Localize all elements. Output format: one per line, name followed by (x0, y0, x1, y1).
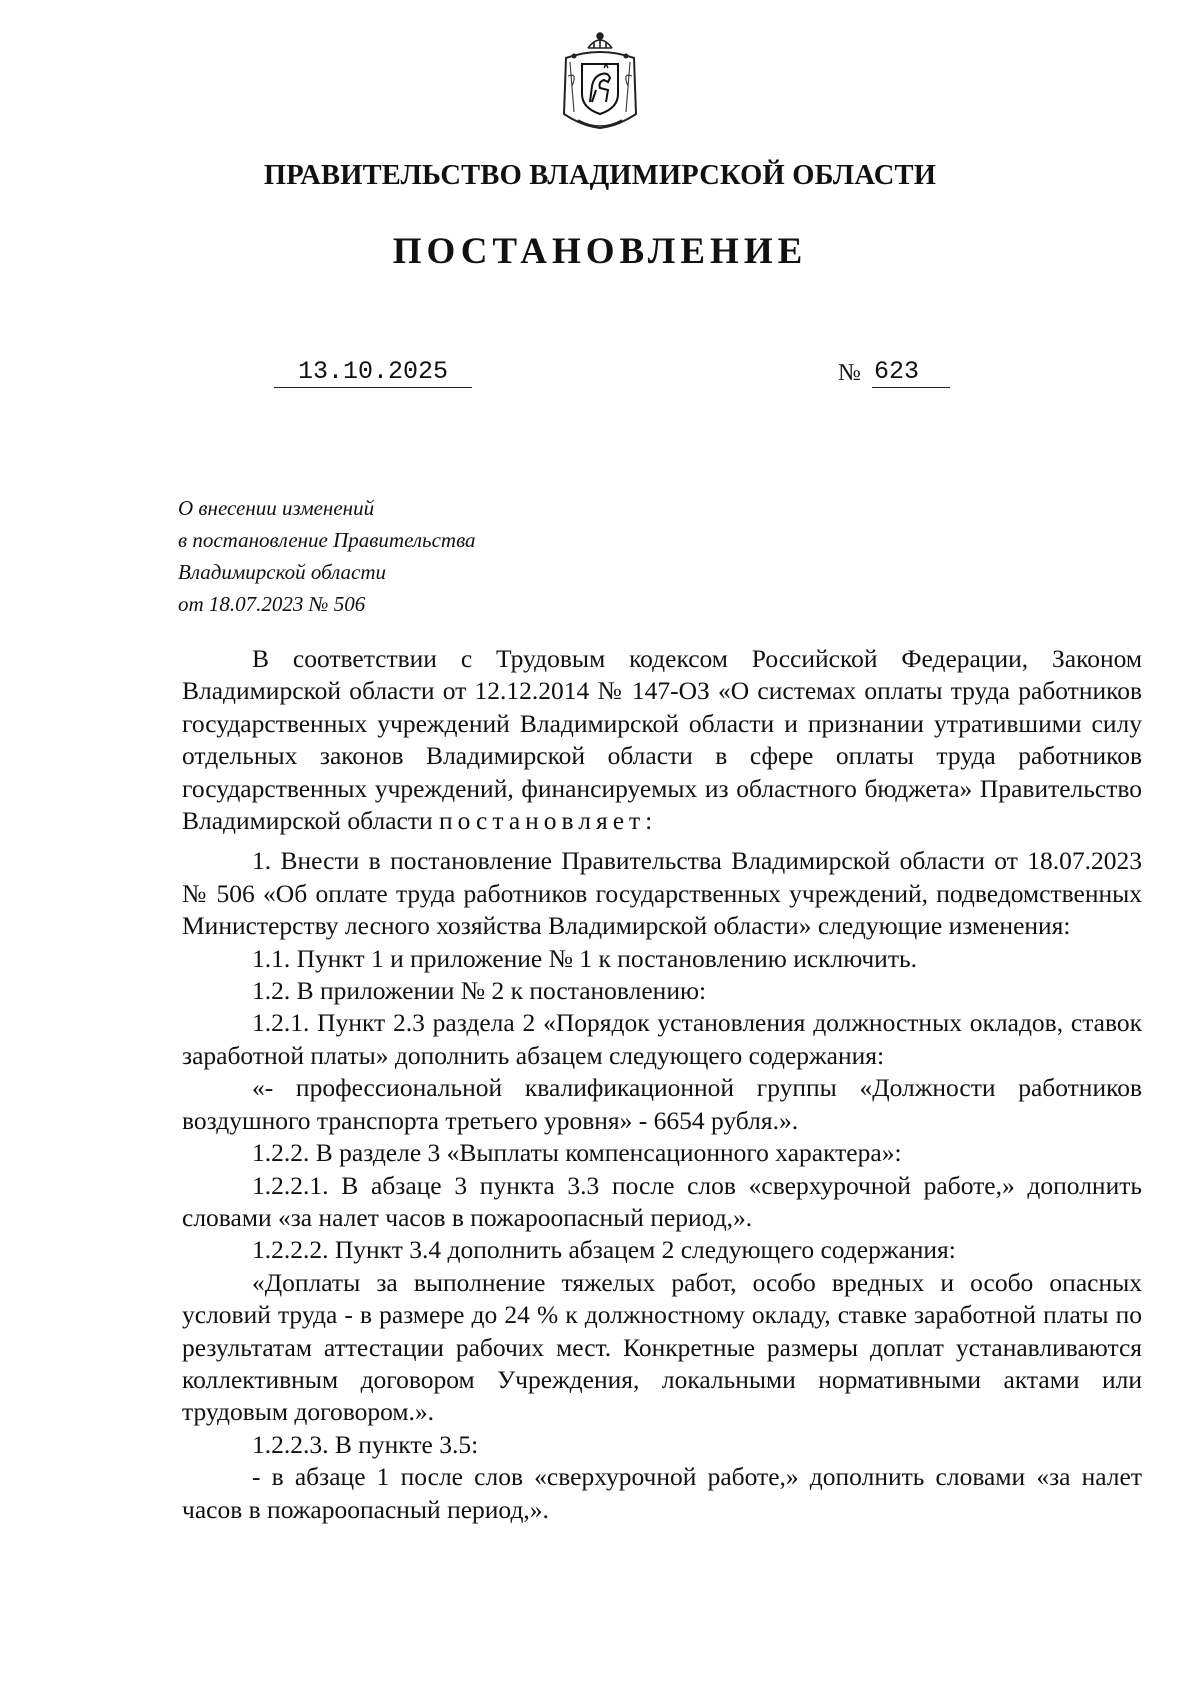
organization-title: ПРАВИТЕЛЬСТВО ВЛАДИМИРСКОЙ ОБЛАСТИ (263, 160, 937, 191)
preamble-paragraph (182, 643, 1142, 837)
clause-1-2-2-2: 1.2.2.2. Пункт 3.4 дополнить абзацем 2 следующего содержания: (252, 1235, 956, 1265)
clause-1-2-2-1: 1.2.2.1. В абзаце 3 пункта 3.3 после слов «сверхурочной работе,» дополнить словами «за налет часов в пожароопасный период,». (182, 1170, 1142, 1232)
clause-1-2: 1.2. В приложении № 2 к постановлению: (252, 976, 707, 1006)
document-type-title: ПОСТАНОВЛЕНИЕ (392, 231, 808, 272)
clause-1-2-2-3: 1.2.2.3. В пункте 3.5: (252, 1429, 479, 1459)
number-sign: № (838, 360, 861, 386)
preamble-text: В соответствии с Трудовым кодексом Российской Федерации, Законом Владимирской области от 12.12.2014 № 147-ОЗ «О системах оплаты труда работников государственных учреждений Владимирской области и признании утратившими силу отдельных законов Владимирской области в сфере оплаты труда работников государственных учреждений, финансируемых из областного бюджета» Правительство Владимирской области (182, 644, 1142, 836)
subject-line: О внесении изменений (178, 496, 375, 520)
clause-1: 1. Внести в постановление Правительства Владимирской области от 18.07.2023 № 506 «Об оплате труда работников государственных учреждений, подведомственных Министерству лесного хозяйства Владимирской области» следующие изменения: (182, 846, 1142, 941)
clause-1-2-1-quote: «- профессиональной квалификационной группы «Должности работников воздушного транспорта третьего уровня» - 6654 рубля.». (182, 1073, 1142, 1135)
document-date: 13.10.2025 (274, 357, 472, 388)
subject-line: в постановление Правительства (178, 528, 476, 552)
document-subject (178, 492, 476, 620)
clause-1-2-2-3-item: - в абзаце 1 после слов «сверхурочной работе,» дополнить словами «за налет часов в пожароопасный период,». (182, 1462, 1142, 1524)
clause-1-2-2-2-quote: «Доплаты за выполнение тяжелых работ, особо вредных и особо опасных условий труда - в размере до 24 % к должностному окладу, ставке заработной платы по результатам аттестации рабочих мест. Конкретные размеры доплат устанавливаются коллективным договором Учреждения, локальными нормативными актами или трудовым договором.». (182, 1267, 1142, 1427)
subject-line: от 18.07.2023 № 506 (178, 592, 366, 616)
coat-of-arms-icon (558, 28, 642, 132)
decree-word: постановляет: (439, 806, 658, 836)
subject-line: Владимирской области (178, 560, 387, 584)
document-number: 623 (872, 357, 950, 388)
document-body (182, 643, 1142, 1526)
clause-1-1: 1.1. Пункт 1 и приложение № 1 к постановлению исключить. (252, 943, 917, 973)
clause-1-2-2: 1.2.2. В разделе 3 «Выплаты компенсационного характера»: (252, 1138, 902, 1168)
clause-1-2-1: 1.2.1. Пункт 2.3 раздела 2 «Порядок установления должностных окладов, ставок заработной платы» дополнить абзацем следующего содержания: (182, 1008, 1142, 1070)
